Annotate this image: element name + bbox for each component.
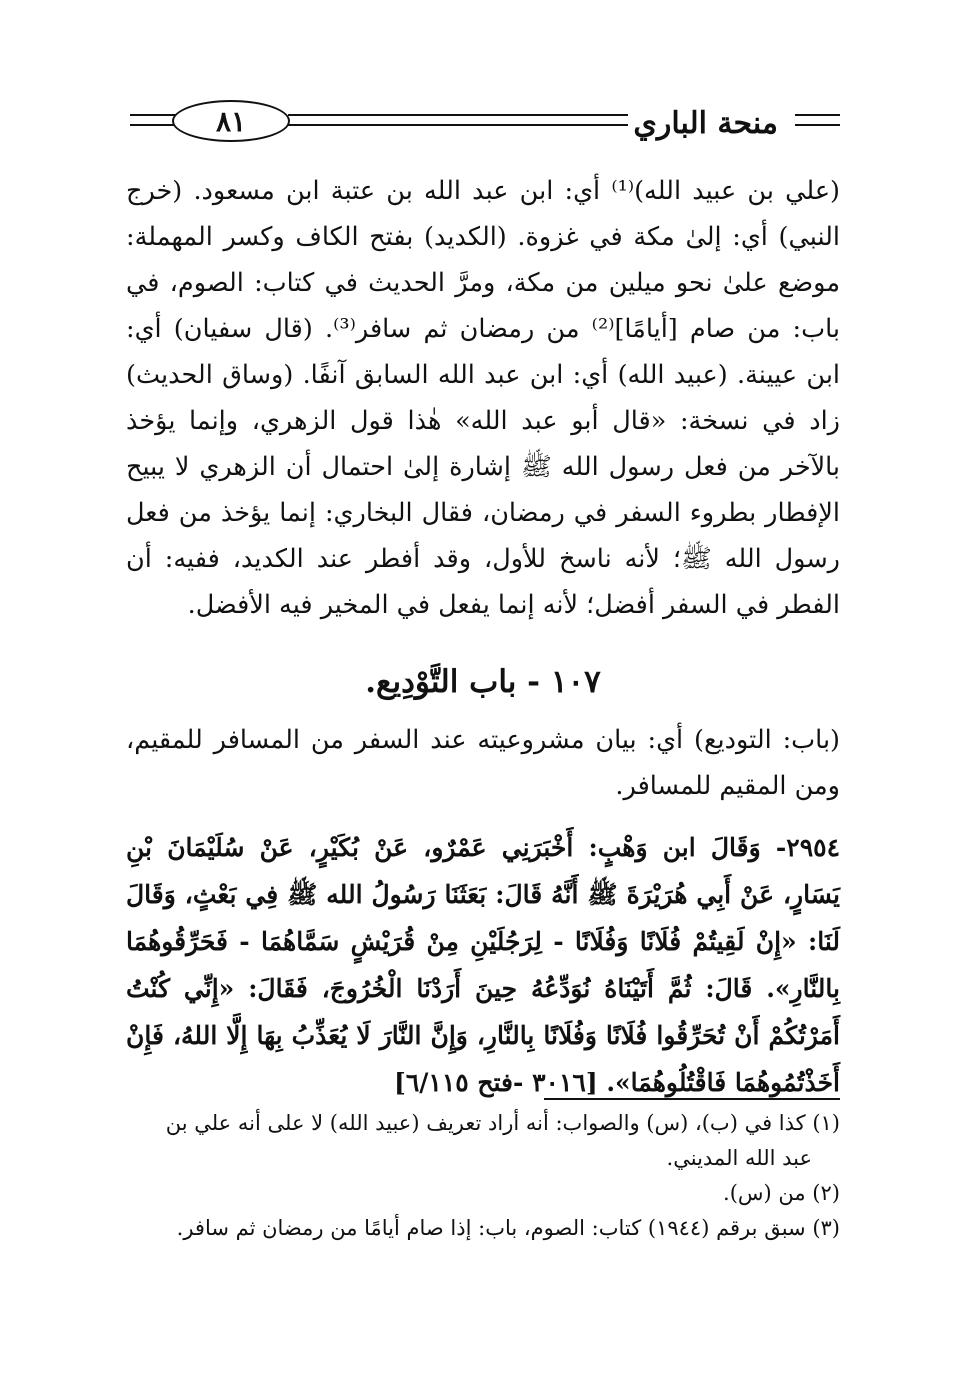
chapter-heading: ١٠٧ - باب التَّوْدِيع. [365, 664, 601, 700]
page-number: ٨١ [172, 100, 290, 142]
header-rule-right-bottom [795, 124, 840, 126]
chapter-commentary: (باب: التوديع) أي: بيان مشروعيته عند السفر من المسافر للمقيم، ومن المقيم للمسافر. [126, 725, 840, 801]
footnote-2: (٢) من (س). [723, 1181, 840, 1205]
header-rule-middle-top [288, 114, 628, 116]
commentary-block [126, 168, 840, 628]
footnote-1-continuation: عبد الله المديني. [666, 1146, 812, 1170]
footnotes [116, 1106, 840, 1246]
footnote-separator [544, 1098, 840, 1100]
hadith-block [126, 824, 840, 1106]
hadith-text: ٢٩٥٤- وَقَالَ ابن وَهْبٍ: أَخْبَرَنِي عَمْرٌو، عَنْ بُكَيْرٍ، عَنْ سُلَيْمَانَ بْنِ يَسَارٍ، عَنْ أَبِي هُرَيْرَةَ ﷺ أَنَّهُ قَالَ: بَعَثَنَا رَسُولُ الله ﷺ فِي بَعْثٍ، وَقَالَ لَنَا: «إِنْ لَقِيتُمْ فُلَانًا وَفُلَانًا - لِرَجُلَيْنِ مِنْ قُرَيْشٍ سَمَّاهُمَا - فَحَرِّقُوهُمَا بِالنَّارِ». قَالَ: ثُمَّ أَتَيْنَاهُ نُوَدِّعُهُ حِينَ أَرَدْنَا الْخُرُوجَ، فَقَالَ: «إِنِّي كُنْتُ أَمَرْتُكُمْ أَنْ تُحَرِّقُوا فُلَانًا وَفُلَانًا بِالنَّارِ، وَإِنَّ النَّارَ لَا يُعَذِّبُ بِهَا إِلَّا اللهُ، فَإِنْ أَخَذْتُمُوهُمَا فَاقْتُلُوهُمَا». [٣٠١٦ -فتح ٦/١١٥] [126, 833, 840, 1097]
footnote-1: (١) كذا في (ب)، (س) والصواب: أنه أراد تعريف (عبيد الله) لا على أنه علي بن [165, 1111, 840, 1135]
page-header [130, 92, 840, 152]
book-title: منحة الباري [633, 106, 778, 141]
header-rule-right-top [795, 114, 840, 116]
header-rule-middle-bottom [288, 124, 628, 126]
commentary-paragraph: (علي بن عبيد الله)⁽¹⁾ أي: ابن عبد الله بن عتبة ابن مسعود. (خرج النبي) أي: إلىٰ مكة في غزوة. (الكديد) بفتح الكاف وكسر المهملة: موضع علىٰ نحو ميلين من مكة، ومرَّ الحديث في كتاب: الصوم، في باب: من صام [أيامًا]⁽²⁾ من رمضان ثم سافر⁽³⁾. (قال سفيان) أي: ابن عيينة. (عبيد الله) أي: ابن عبد الله السابق آنفًا. (وساق الحديث) زاد في نسخة: «قال أبو عبد الله» هٰذا قول الزهري، وإنما يؤخذ بالآخر من فعل رسول الله ﷺ إشارة إلىٰ احتمال أن الزهري لا يبيح الإفطار بطروء السفر في رمضان، فقال البخاري: إنما يؤخذ من فعل رسول الله ﷺ؛ لأنه ناسخ للأول، وقد أفطر عند الكديد، ففيه: أن الفطر في السفر أفضل؛ لأنه إنما يفعل في المخير فيه الأفضل. [126, 176, 841, 620]
footnote-3: (٣) سبق برقم (١٩٤٤) كتاب: الصوم، باب: إذا صام أيامًا من رمضان ثم سافر. [176, 1216, 840, 1240]
chapter-commentary-block [126, 717, 840, 809]
